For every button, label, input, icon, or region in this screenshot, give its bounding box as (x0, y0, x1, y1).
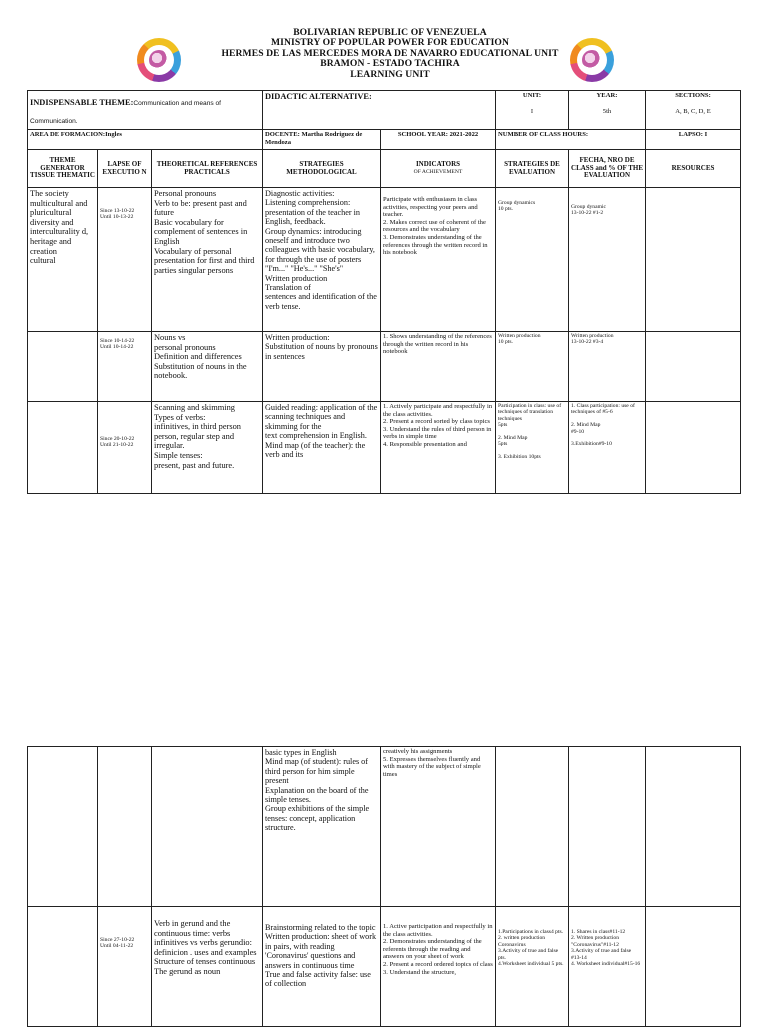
page-gap (0, 520, 768, 744)
row-theme (28, 402, 98, 494)
row-resources (646, 907, 741, 1027)
row-theme (28, 907, 98, 1027)
row-theory: Nouns vs personal pronouns Definition and differences Substitution of nouns in the notebook. (152, 332, 263, 402)
table-row (28, 332, 741, 402)
row-indicators: creatively his assignments 5. Expresses themselves fluently and with mastery of the subject of simple times (381, 747, 496, 907)
header-line: BOLIVARIAN REPUBLIC OF VENEZUELA (293, 27, 487, 38)
row-strategies: Brainstorming related to the topic Written production: sheet of work in pairs, with reading 'Coronavirus' questions and answers in continuous time True and false activity false: use of collection (263, 907, 381, 1027)
header-line: HERMES DE LAS MERCEDES MORA DE NAVARRO EDUCATIONAL UNIT (221, 47, 559, 59)
sections-cell (646, 91, 741, 130)
table-row (28, 907, 741, 1027)
col-strategies: STRATEGIES METHODOLOGICAL (263, 150, 381, 188)
row-fecha: 1. Class participation: use of techniques of #5-6 2. Mind Map #9-10 3.Exhibition#9-10 (569, 402, 646, 494)
learning-unit-table-continued (27, 746, 741, 1027)
year-cell (569, 91, 646, 130)
sections-value: A, B, C, D, E (675, 107, 711, 115)
col-theory: THEORETICAL REFERENCES PRACTICALS (152, 150, 263, 188)
row-strategies: basic types in English Mind map (of student): rules of third person for him simple present Explanation on the board of the simple tenses. Group exhibitions of the simple tenses: concept, application structure. (263, 747, 381, 907)
col-lapse: LAPSE OF EXECUTIO N (98, 150, 152, 188)
row-theory (152, 747, 263, 907)
theme-label: INDISPENSABLE THEME: (30, 98, 134, 107)
row-theme: The society multicultural and pluricultural diversity and interculturality d, heritage and creation cultural (28, 188, 98, 332)
table-row (28, 747, 741, 907)
row-theory: Verb in gerund and the continuous time: verbs infinitives vs verbs gerundio: definicion . uses and examples Structure of tenses continuous The gerund as noun (152, 907, 263, 1027)
row-eval: Group dynamics 10 pts. (496, 188, 569, 332)
lapso: LAPSO: I (646, 130, 741, 150)
page-two (0, 744, 768, 1024)
row-theme (28, 747, 98, 907)
theme-value: Communication and means of Communication. (30, 100, 222, 125)
row-indicators: Participate with enthusiasm in class activities, respecting your peers and teacher. 2. Makes correct use of coherent of the resources and the vocabulary 3. Demonstrates understanding of the references through the written record in his notebook (381, 188, 496, 332)
row-indicators: 1. Shows understanding of the references through the written record in his notebook (381, 332, 496, 402)
school-year: SCHOOL YEAR: 2021-2022 (381, 130, 496, 150)
row-strategies: Diagnostic activities: Listening comprehension: presentation of the teacher in English, feedback. Group dynamics: introducing oneself and introduce two colleagues with basic vocabulary, for through the use of posters "I'm..." "He's..." "She's" Written production Translation of sentences and identification of the verb tense. (263, 188, 381, 332)
row-eval: 1.Participations in class4 pts. 2. written production Coronavirus 3.Activity of true and false pts. 4.Worksheet individual 5 pts. (496, 907, 569, 1027)
row-fecha (569, 747, 646, 907)
row-lapse: Since 27-10-22 Until 04-11-22 (98, 907, 152, 1027)
row-eval: Written production 10 pts. (496, 332, 569, 402)
col-indicators (381, 150, 496, 188)
col-indicators-sub: OF ACHIEVEMENT (413, 169, 463, 176)
docente: DOCENTE: Martha Rodriguez de Mendoza (263, 130, 381, 150)
class-hours: NUMBER OF CLASS HOURS: (496, 130, 646, 150)
unit-value: I (530, 107, 534, 115)
row-indicators: 1. Active participation and respectfully in the class activities. 2. Demonstrates understanding of the referents through the reading and answers on your sheet of work 2. Present a record ordered topics of class 3. Understand the structure, (381, 907, 496, 1027)
document-header (150, 28, 630, 80)
unit-cell (496, 91, 569, 130)
header-line: MINISTRY OF POPULAR POWER FOR EDUCATION (271, 37, 509, 49)
didactic-alternative: DIDACTIC ALTERNATIVE: (263, 91, 496, 130)
table-row (28, 402, 741, 494)
row-fecha: 1. Shares in class#11-12 2. Written production "Coronavirus"#11-12 3.Activity of true and false #13-14 4. Worksheet individual#15-16 (569, 907, 646, 1027)
row-resources (646, 402, 741, 494)
col-resources: RESOURCES (646, 150, 741, 188)
header-line: BRAMON - ESTADO TACHIRA (320, 58, 460, 70)
header-line: LEARNING UNIT (350, 68, 430, 80)
row-resources (646, 747, 741, 907)
learning-unit-table (27, 90, 741, 494)
row-indicators: 1. Actively participate and respectfully in the class activities. 2. Present a record sorted by class topics 3. Understand the rules of third person in verbs in simple time 4. Responsible presentation and (381, 402, 496, 494)
col-eval: STRATEGIES DE EVALUATION (496, 150, 569, 188)
row-theory: Personal pronouns Verb to be: present past and future Basic vocabulary for complement of sentences in English Vocabulary of personal presentation for first and third parties singular persons (152, 188, 263, 332)
row-lapse (98, 747, 152, 907)
row-lapse: Since 20-10-22 Until 21-10-22 (98, 402, 152, 494)
row-strategies: Written production: Substitution of nouns by pronouns in sentences (263, 332, 381, 402)
indispensable-theme-cell (28, 91, 263, 130)
row-resources (646, 332, 741, 402)
unit-label: UNIT: (522, 92, 542, 99)
row-strategies: Guided reading: application of the scanning techniques and skimming for the text comprehension in English. Mind map (of the teacher): the verb and its (263, 402, 381, 494)
row-theme (28, 332, 98, 402)
row-lapse: Since 13-10-22 Until 10-13-22 (98, 188, 152, 332)
year-label: YEAR: (596, 92, 618, 99)
sections-label: SECTIONS: (675, 92, 711, 99)
row-eval (496, 747, 569, 907)
row-fecha: Written production 13-10-22 #3-4 (569, 332, 646, 402)
col-indicators-title: INDICATORS (415, 160, 461, 169)
table-row (28, 188, 741, 332)
area-formacion: AREA DE FORMACION:Ingles (28, 130, 263, 150)
col-fecha: FECHA, NRO DE CLASS and % OF THE EVALUATION (569, 150, 646, 188)
row-lapse: Since 10-14-22 Until 10-14-22 (98, 332, 152, 402)
col-theme: THEME GENERATOR TISSUE THEMATIC (28, 150, 98, 188)
row-fecha: Group dynamic 13-10-22 #1-2 (569, 188, 646, 332)
row-eval: Participation in class: use of techniques of translation techniques 5pts 2. Mind Map 5pts 3. Exhibition 10pts (496, 402, 569, 494)
year-value: 5th (602, 107, 612, 115)
row-resources (646, 188, 741, 332)
row-theory: Scanning and skimming Types of verbs: infinitives, in third person person, regular step and irregular. Simple tenses: present, past and future. (152, 402, 263, 494)
